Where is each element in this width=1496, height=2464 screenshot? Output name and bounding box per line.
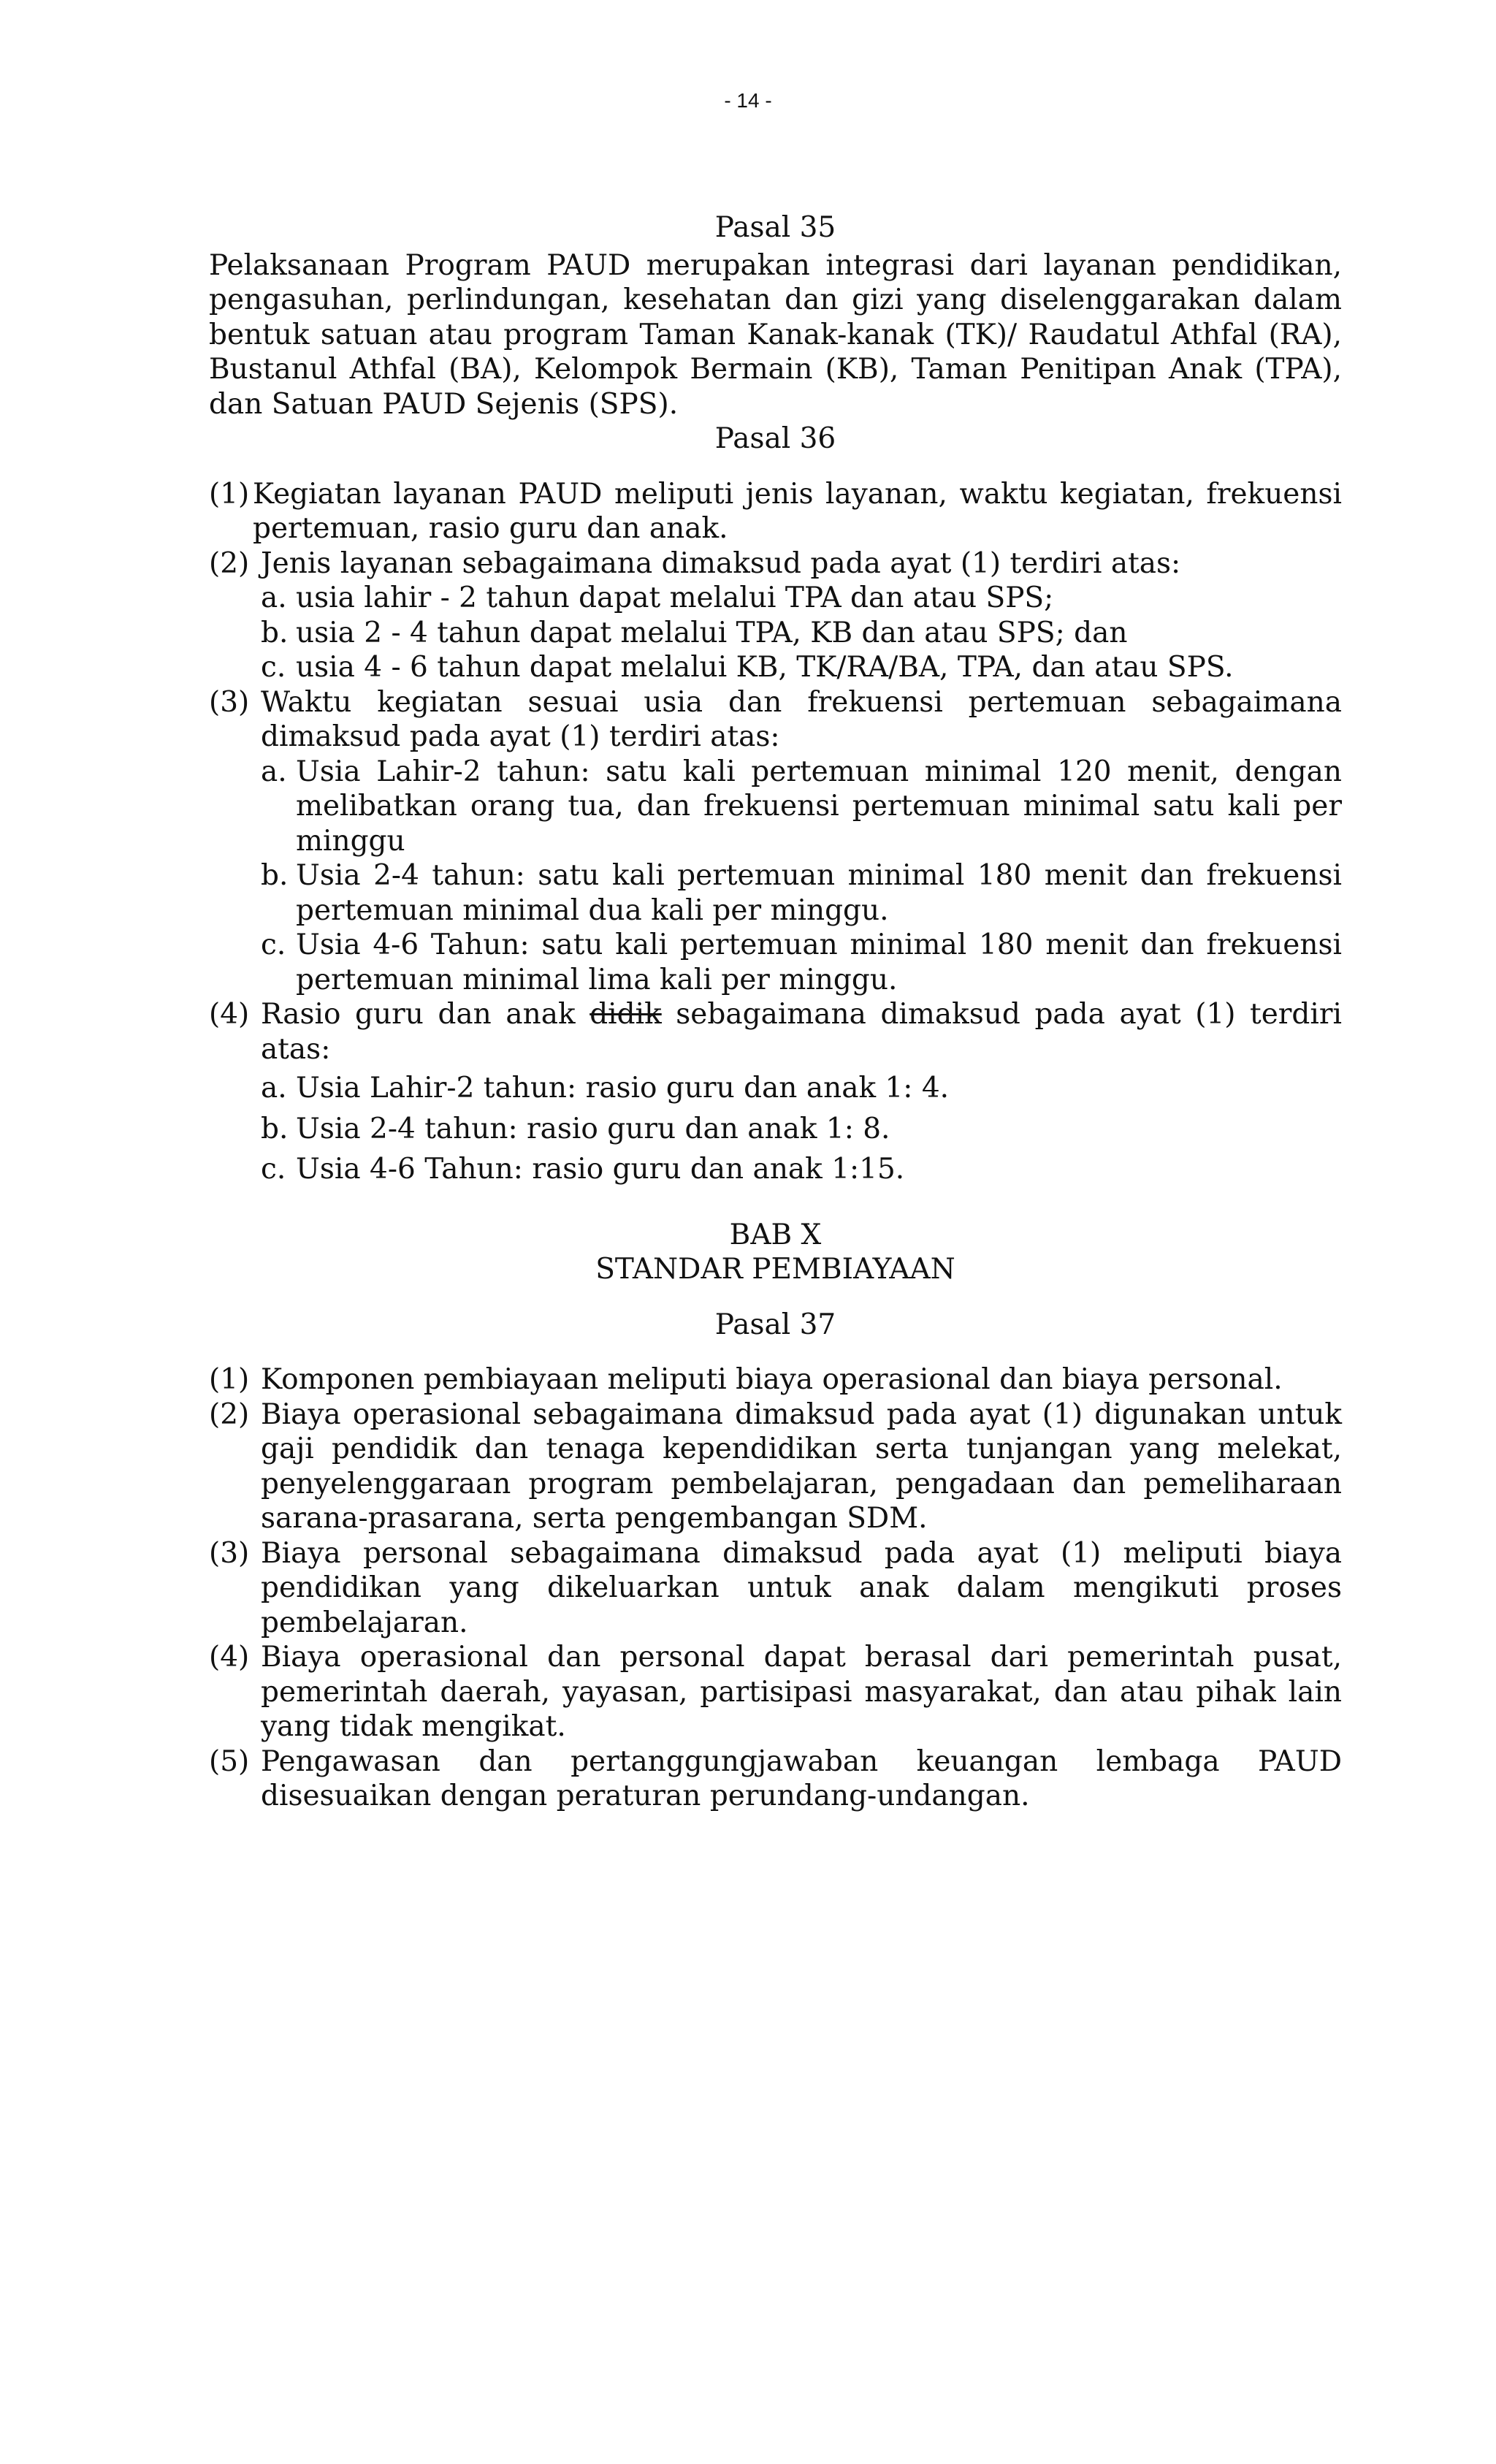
sub-letter: a. xyxy=(261,581,287,614)
sub-text: Usia 2-4 tahun: satu kali pertemuan minimal 180 menit dan frekuensi pertemuan minimal dua kali per minggu. xyxy=(296,859,1342,927)
item-text: Kegiatan layanan PAUD meliputi jenis layanan, waktu kegiatan, frekuensi pertemuan, rasio guru dan anak. xyxy=(253,477,1342,545)
pasal-36-item-3-sub-c xyxy=(209,928,1342,997)
item-number: (2) xyxy=(209,1397,250,1431)
struck-word: didik xyxy=(589,998,662,1031)
item-text-start: Rasio guru dan anak xyxy=(261,998,590,1031)
sub-letter: c. xyxy=(261,651,286,684)
pasal-37-item-1 xyxy=(209,1362,1342,1397)
sub-text: usia 4 - 6 tahun dapat melalui KB, TK/RA/BA, TPA, dan atau SPS. xyxy=(296,651,1234,684)
pasal-36-item-3-sub-a xyxy=(209,755,1342,859)
sub-text: Usia 4-6 Tahun: rasio guru dan anak 1:15. xyxy=(296,1153,905,1186)
pasal-35-text: Pelaksanaan Program PAUD merupakan integrasi dari layanan pendidikan, pengasuhan, perlindungan, kesehatan dan gizi yang diselenggarakan dalam bentuk satuan atau program Taman Kanak-kanak (TK)/ Raudatul Athfal (RA), Bustanul Athfal (BA), Kelompok Bermain (KB), Taman Penitipan Anak (TPA), dan Satuan PAUD Sejenis (SPS). xyxy=(209,248,1342,421)
item-text: Komponen pembiayaan meliputi biaya operasional dan biaya personal. xyxy=(261,1363,1283,1396)
sub-letter: b. xyxy=(261,859,289,892)
sub-text: Usia 2-4 tahun: rasio guru dan anak 1: 8. xyxy=(296,1112,890,1145)
pasal-36-item-4-sub-c xyxy=(209,1152,1342,1187)
item-number: (1) xyxy=(209,1363,250,1396)
pasal-36-item-4-sub-a xyxy=(209,1071,1342,1106)
pasal-37-item-3 xyxy=(209,1536,1342,1641)
page-number: - 14 - xyxy=(724,89,772,112)
item-number: (3) xyxy=(209,685,250,719)
pasal-36-item-1 xyxy=(209,477,1342,546)
sub-letter: a. xyxy=(261,1072,287,1105)
pasal-36-item-3-sub-b xyxy=(209,858,1342,928)
item-text: Biaya operasional sebagaimana dimaksud pada ayat (1) digunakan untuk gaji pendidik dan tenaga kependidikan serta tunjangan yang melekat, penyelenggaraan program pembelajaran, pengadaan dan pemeliharaan sarana-prasarana, serta pengembangan SDM. xyxy=(261,1397,1342,1535)
item-number: (4) xyxy=(209,1641,250,1674)
pasal-35-heading: Pasal 35 xyxy=(714,211,836,244)
item-number: (4) xyxy=(209,998,250,1031)
pasal-36-item-3 xyxy=(209,685,1342,755)
pasal-36-item-2 xyxy=(209,546,1342,581)
pasal-37-item-5 xyxy=(209,1744,1342,1814)
item-text: Pengawasan dan pertanggungjawaban keuangan lembaga PAUD disesuaikan dengan peraturan perundang-undangan. xyxy=(261,1744,1342,1812)
bab-title: STANDAR PEMBIAYAAN xyxy=(595,1253,955,1286)
item-text: Biaya operasional dan personal dapat berasal dari pemerintah pusat, pemerintah daerah, yayasan, partisipasi masyarakat, dan atau pihak lain yang tidak mengikat. xyxy=(261,1641,1342,1743)
pasal-36-item-4-subs xyxy=(209,1071,1342,1187)
item-number: (2) xyxy=(209,546,250,580)
pasal-36-heading: Pasal 36 xyxy=(714,422,836,455)
sub-letter: c. xyxy=(261,928,286,961)
pasal-36-item-2-sub-a xyxy=(209,581,1342,616)
pasal-36-item-4-sub-b xyxy=(209,1112,1342,1147)
pasal-37-heading: Pasal 37 xyxy=(714,1308,836,1341)
sub-text: Usia 4-6 Tahun: satu kali pertemuan minimal 180 menit dan frekuensi pertemuan minimal lima kali per minggu. xyxy=(296,928,1342,996)
sub-letter: b. xyxy=(261,616,289,649)
pasal-36-item-2-sub-c xyxy=(209,650,1342,685)
sub-letter: a. xyxy=(261,755,287,788)
pasal-36-item-4 xyxy=(209,997,1342,1067)
bab-number: BAB X xyxy=(729,1218,822,1251)
item-text: Jenis layanan sebagaimana dimaksud pada ayat (1) terdiri atas: xyxy=(261,546,1181,580)
sub-text: usia 2 - 4 tahun dapat melalui TPA, KB dan atau SPS; dan xyxy=(296,616,1128,649)
pasal-37-item-2 xyxy=(209,1397,1342,1536)
item-text: Biaya personal sebagaimana dimaksud pada ayat (1) meliputi biaya pendidikan yang dikeluarkan untuk anak dalam mengikuti proses pembelajaran. xyxy=(261,1536,1342,1639)
item-number: (3) xyxy=(209,1536,250,1570)
sub-text: Usia Lahir-2 tahun: satu kali pertemuan minimal 120 menit, dengan melibatkan orang tua, dan frekuensi pertemuan minimal satu kali per minggu xyxy=(296,755,1342,858)
sub-text: usia lahir - 2 tahun dapat melalui TPA dan atau SPS; xyxy=(296,581,1054,614)
item-text-end: sebagaimana dimaksud pada ayat (1) terdiri atas: xyxy=(261,998,1342,1066)
pasal-37-item-4 xyxy=(209,1640,1342,1744)
sub-text: Usia Lahir-2 tahun: rasio guru dan anak 1: 4. xyxy=(296,1072,950,1105)
sub-letter: b. xyxy=(261,1112,289,1145)
sub-letter: c. xyxy=(261,1153,286,1186)
pasal-36-item-2-sub-b xyxy=(209,616,1342,651)
item-text: Waktu kegiatan sesuai usia dan frekuensi pertemuan sebagaimana dimaksud pada ayat (1) terdiri atas: xyxy=(261,685,1342,753)
item-number: (1) xyxy=(209,477,250,511)
item-number: (5) xyxy=(209,1744,250,1778)
